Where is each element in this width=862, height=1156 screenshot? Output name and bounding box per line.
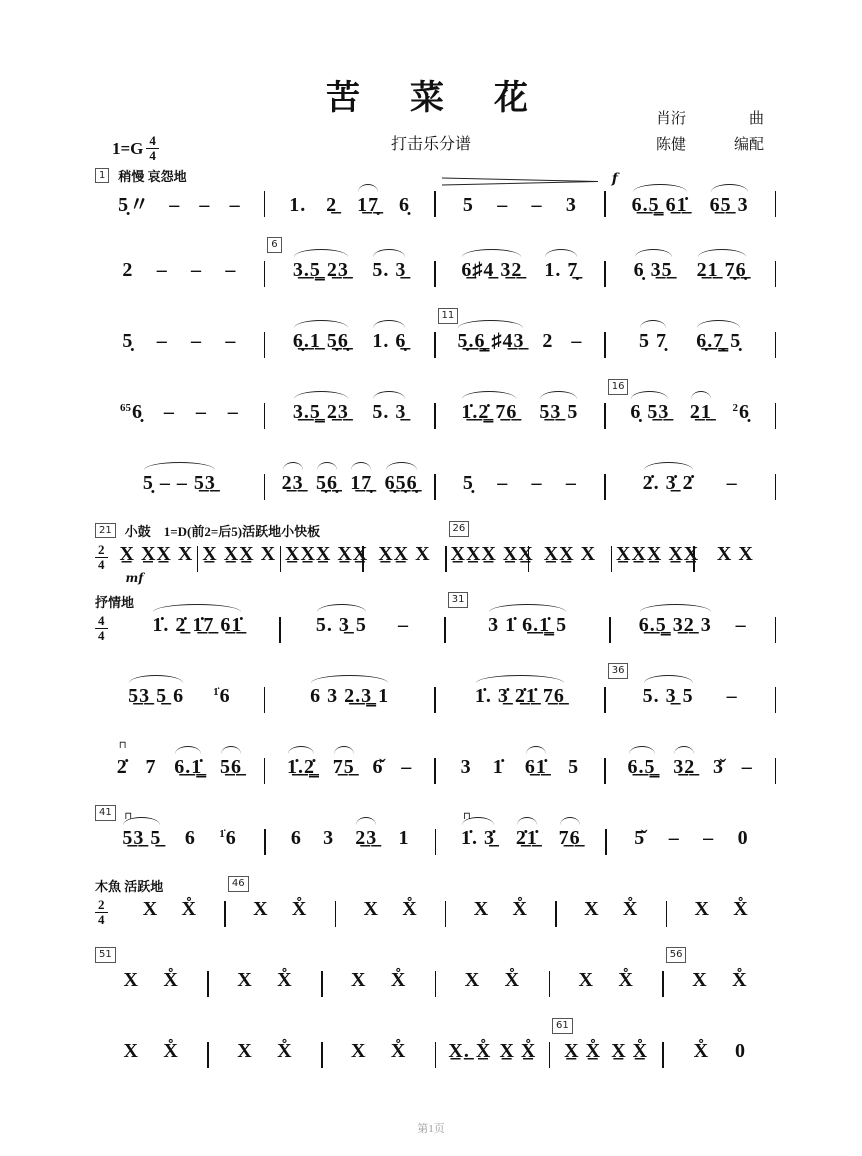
note-group: 6̲1̲̇ <box>524 756 547 778</box>
measure <box>447 523 534 566</box>
note-group: X <box>237 969 253 991</box>
page-number: 第1页 <box>417 1123 445 1135</box>
measure <box>550 1020 662 1063</box>
arranger-credit <box>656 132 764 158</box>
note-group: 5̲6̲ <box>220 756 242 778</box>
note-group: – <box>726 685 738 707</box>
note-group: 1. <box>289 194 307 216</box>
note-group: 6̲.̲1̳̇ <box>174 756 203 778</box>
note-group: 3 <box>565 194 577 216</box>
note-group: X̲X̲ X <box>543 543 597 565</box>
decrescendo-hairpin <box>442 177 599 186</box>
note-group: 6̲̣5̲̣6̲̣ <box>384 472 418 494</box>
system-5 <box>95 450 776 521</box>
system-9 <box>95 734 776 805</box>
note-group: 5̣ <box>462 472 474 494</box>
measure-number-marker: 21 <box>95 523 116 539</box>
barline <box>775 332 777 358</box>
note-group: 6̣ <box>399 194 410 216</box>
note-group: X X <box>716 543 754 565</box>
measure <box>436 194 605 217</box>
note-group: X̲ X̲̊ <box>611 1040 649 1062</box>
grace-note: 1̇ <box>213 686 219 698</box>
note-group: 5̣ <box>122 330 134 352</box>
note-group: X̲X̲X̲ X̲X̲ <box>285 543 369 565</box>
notation-line <box>95 310 776 358</box>
note-group: X <box>473 898 490 920</box>
measure <box>436 259 605 282</box>
note-group: X̊ <box>732 969 748 991</box>
note-group: X̊ <box>181 898 197 920</box>
note-group: X̊ <box>618 969 634 991</box>
system-label <box>95 592 134 611</box>
note-group: 2 <box>542 330 554 352</box>
barline <box>775 687 777 713</box>
note-group: 6 <box>184 827 196 849</box>
measure <box>95 401 264 424</box>
note-group: 6̣ 3̲5̲ <box>633 259 673 281</box>
note-group: X <box>584 898 600 920</box>
note-group: 3̲2̲ <box>673 756 696 778</box>
measure <box>664 1040 776 1063</box>
note-group: X <box>123 1040 139 1062</box>
measure <box>95 472 264 495</box>
measure <box>364 543 445 566</box>
tempo-expression-label: 小鼓 1=D(前2=后5)活跃地小快板 <box>124 524 321 539</box>
note-group: ⊓ 2̇ <box>116 740 128 778</box>
note-group: 5. 3̲ <box>372 259 407 281</box>
system-label <box>95 876 163 895</box>
measure <box>606 472 775 495</box>
note-group: ⊓ 5̲3̲ 5̲ <box>122 811 162 849</box>
measure <box>436 685 605 708</box>
grace-note: 2 <box>732 402 738 414</box>
note-group: $^2$6̣ <box>732 401 750 423</box>
note-group: 6̲.̲5̳ <box>627 756 656 778</box>
measure <box>116 898 225 921</box>
system-12 <box>95 947 776 1018</box>
note-group: – <box>225 259 237 281</box>
note-group: X̲ X̲̊ <box>499 1040 537 1062</box>
measure <box>209 1040 321 1063</box>
note-group: ⊓ 1̇. 3̲̇ <box>461 811 496 849</box>
note-group: 6 <box>290 827 302 849</box>
note-group: 5 7̣ <box>639 330 667 352</box>
measure-number-marker: 61 <box>552 1018 573 1034</box>
measure <box>116 614 280 637</box>
note-group: 1. 6̲̣ <box>372 330 407 352</box>
note-group: – <box>156 259 168 281</box>
note-group: – <box>199 194 211 216</box>
note-group: 5̲3̲ 5 <box>539 401 579 423</box>
measure <box>95 330 264 353</box>
note-group: X̊ <box>622 898 639 920</box>
note-group: 5̣ – – 5̲3̲ <box>142 472 216 494</box>
note-group: X̊ <box>504 969 521 991</box>
bow-marking: ⊓ <box>124 811 134 822</box>
note-group: X̊ <box>390 969 407 991</box>
note-group: – <box>726 472 738 494</box>
measure-number-marker: 31 <box>448 592 469 608</box>
system-8 <box>95 663 776 734</box>
measure-number-marker: 41 <box>95 805 116 821</box>
note-group: 6̲.̲5̳ 3̲2̲ 3 <box>638 614 712 636</box>
measure-number-marker: 16 <box>608 379 629 395</box>
note-group: X <box>464 969 481 991</box>
note-group: – <box>398 614 410 636</box>
note-group: X̊ <box>291 898 308 920</box>
measure <box>606 381 775 424</box>
measure <box>664 949 776 992</box>
note-group: 2̲1̲ <box>689 401 712 423</box>
system-label <box>95 521 320 540</box>
note-group: 1̲̇.̲2̳̇ 7̲6̲ <box>461 401 518 423</box>
note-group: 6 3 2̲.̲3̳ 1 <box>310 685 390 707</box>
note-group: 0 <box>735 1040 747 1062</box>
measure-number-marker: 1 <box>95 168 109 184</box>
note-group: – <box>401 756 413 778</box>
note-group: 7̲5̲ <box>332 756 355 778</box>
note-group: 7̲6̲ <box>558 827 581 849</box>
barline <box>775 474 777 500</box>
credits-block <box>656 106 764 159</box>
composer-credit <box>656 106 764 132</box>
note-group: 2̲1̲ 7̲̣6̲̣ <box>696 259 747 281</box>
note-group: 3 1̇ 6̲.̲1̳̇ 5 <box>488 614 568 636</box>
measure <box>606 665 775 708</box>
measure <box>612 543 700 566</box>
note-group: X <box>363 898 379 920</box>
system-1 <box>95 166 776 237</box>
measure <box>446 594 610 637</box>
measure <box>529 543 610 566</box>
measure <box>436 811 605 850</box>
note-group: X <box>692 969 708 991</box>
measure <box>336 898 445 921</box>
arranger-name: 陈健 <box>656 137 687 154</box>
note-group: X <box>350 1040 367 1062</box>
grace-note: 65 <box>119 402 131 414</box>
measure <box>265 239 434 282</box>
dynamic-marking: mf <box>125 571 144 585</box>
time-signature: 2 4 <box>95 898 108 928</box>
note-group: 1̲7̲̣ <box>350 472 373 494</box>
note-group: 2 <box>122 259 134 281</box>
measure <box>667 898 776 921</box>
note-group: 6̲̣.̲1̲ 5̲̣6̲̣ <box>292 330 349 352</box>
score-body <box>95 166 776 1089</box>
notation-line <box>95 1020 776 1068</box>
system-7 <box>95 592 776 663</box>
measure-number-marker: 6 <box>267 237 281 253</box>
measure <box>198 543 279 566</box>
note-group: X <box>578 969 594 991</box>
measure <box>265 330 434 353</box>
note-group: X̲X̲X̲ X̲X̲ <box>450 543 534 565</box>
note-group: – <box>229 194 241 216</box>
note-group: – <box>741 756 753 778</box>
measure-number-marker: 46 <box>228 876 249 892</box>
measure <box>116 543 197 585</box>
note-group: $^{65}$6̣ <box>119 401 143 423</box>
measure <box>436 1040 548 1063</box>
measure-number-marker: 36 <box>608 663 629 679</box>
note-group: X <box>237 1040 253 1062</box>
note-group: 5̌ <box>634 827 646 849</box>
system-10 <box>95 805 776 876</box>
barline <box>775 758 777 784</box>
measure <box>265 194 434 217</box>
note-group: X̊ <box>163 969 179 991</box>
note-group: X <box>142 898 159 920</box>
note-group: X̊ <box>693 1040 710 1062</box>
note-group: – <box>497 194 509 216</box>
note-group: X̲X̲X̲ X̲X̲ <box>616 543 700 565</box>
note-group: X̲X̲ X <box>378 543 431 565</box>
note-group: 6̲̣.̲7̳̣ 5̣ <box>696 330 742 352</box>
note-group: 5̲̣6̲̣ <box>315 472 338 494</box>
note-group: 1 <box>398 827 410 849</box>
system-11 <box>95 876 776 947</box>
note-group: 1̲̇.̲2̳̇ <box>287 756 315 778</box>
measure <box>436 401 605 424</box>
measure <box>606 259 775 282</box>
measure <box>446 898 555 921</box>
measure <box>557 898 666 921</box>
note-group: 7 <box>145 756 157 778</box>
note-group: 5. 3̲ <box>372 401 407 423</box>
tempo-expression-label: 抒情地 <box>95 595 135 610</box>
note-group: 1̇. 3̲̇ 2̲̇1̲̇ 7̲6̲ <box>474 685 565 707</box>
note-group: – <box>497 472 509 494</box>
notation-line <box>95 239 776 287</box>
measure <box>436 756 605 779</box>
notation-line <box>95 665 776 713</box>
note-group: 3 <box>460 756 472 778</box>
measure <box>281 543 369 566</box>
composer-name: 肖洐 <box>656 111 687 127</box>
note-group: 5. 3̲ 5 <box>315 614 367 636</box>
note-group: 0 <box>737 827 749 849</box>
system-4 <box>95 379 776 450</box>
measure <box>95 685 264 708</box>
composer-role: 曲 <box>748 111 764 127</box>
note-group: 3̲.̲5̳ 2̲3̲ <box>292 401 349 423</box>
note-group: X̊ <box>390 1040 407 1062</box>
system-2 <box>95 237 776 308</box>
measure <box>611 614 775 637</box>
bow-marking: ⊓ <box>463 811 472 822</box>
system-13 <box>95 1018 776 1089</box>
tempo-expression-label: 木魚 活跃地 <box>95 879 164 894</box>
note-group: 5. 3̲ 5 <box>642 685 694 707</box>
piece-title: 苦 菜 花 <box>326 80 536 117</box>
time-signature: 4 4 <box>95 614 108 644</box>
note-group: 2̲3̲ <box>355 827 378 849</box>
measure-number-marker: 51 <box>95 947 116 963</box>
notation-line <box>95 740 776 784</box>
note-group: X̊ <box>277 1040 293 1062</box>
note-group: X̊ <box>163 1040 179 1062</box>
note-group: X̊ <box>733 898 749 920</box>
note-group: 5̲3̲ 5̲ 6 <box>128 685 185 707</box>
note-group: – <box>225 330 237 352</box>
notation-line <box>95 381 776 429</box>
note-group: 1. 7̲̣ <box>544 259 579 281</box>
note-group: 6̣ 5̲3̲ <box>630 401 670 423</box>
measure <box>436 310 605 353</box>
note-group: – <box>703 827 715 849</box>
barline <box>775 403 777 429</box>
grace-note: 1̇ <box>219 828 225 840</box>
note-group: X̲ X̲X̲ X <box>202 543 277 565</box>
system-label <box>95 805 116 821</box>
measure <box>265 756 434 779</box>
note-group: – <box>191 330 203 352</box>
measure <box>436 969 548 992</box>
note-group: 3̌ <box>713 756 724 778</box>
measure <box>323 969 435 992</box>
note-group: 2̇. 3̲̇ 2̇ <box>642 472 694 494</box>
note-group: X <box>350 969 367 991</box>
note-group: 6̲♯4̲ 3̲2̲ <box>461 259 523 281</box>
measure <box>436 472 605 495</box>
note-group: X <box>123 969 139 991</box>
measure <box>606 756 775 779</box>
note-group: X̊ <box>512 898 528 920</box>
measure <box>281 614 445 637</box>
arranger-role: 编配 <box>733 137 764 154</box>
note-group: – <box>169 194 181 216</box>
note-group: 3̲.̲5̳ 2̲3̲ <box>292 259 349 281</box>
measure <box>323 1040 435 1063</box>
note-group: – <box>195 401 207 423</box>
note-group: – <box>531 472 543 494</box>
note-group: 3 <box>323 827 335 849</box>
measure <box>606 171 775 217</box>
measure-number-marker: 56 <box>666 947 687 963</box>
system-label <box>95 947 116 963</box>
measure <box>95 259 264 282</box>
note-group: 1̲7̲̣ <box>357 194 380 216</box>
time-signature: 2 4 <box>95 543 108 573</box>
measure <box>209 969 321 992</box>
note-group: 5̣〃 <box>118 194 151 216</box>
note-group: – <box>191 259 203 281</box>
note-group: X̲ X̲X̲ X <box>119 543 194 565</box>
measure <box>95 1040 207 1063</box>
note-group: 2̲3̲ <box>281 472 304 494</box>
note-group: 6̲.̲5̳ 6̲1̲̇ <box>631 194 688 216</box>
measure <box>226 878 335 921</box>
note-group: X <box>253 898 269 920</box>
note-group: $^{1̇}$6 <box>219 827 237 849</box>
note-group: 1̇. 2̲̇ 1̲̇7̲ 6̲1̲̇ <box>152 614 243 636</box>
note-group: 5 <box>568 756 580 778</box>
piece-subtitle: 打击乐分谱 <box>390 136 471 153</box>
meter-signature: 4 4 <box>146 134 159 164</box>
note-group: X <box>694 898 710 920</box>
measure <box>550 969 662 992</box>
note-group: 5̲̣.̲6̳̣ ♯4̲3̲ <box>457 330 525 352</box>
measure-number-marker: 26 <box>449 521 470 537</box>
note-group: 5 <box>462 194 474 216</box>
note-group: X̊ <box>402 898 418 920</box>
note-group: $^{1̇}$6 <box>213 685 231 707</box>
measure <box>607 827 776 850</box>
measure <box>265 401 434 424</box>
measure <box>695 543 776 566</box>
system-label <box>95 166 187 185</box>
system-3 <box>95 308 776 379</box>
measure <box>606 330 775 353</box>
tempo-expression-label: 稍慢 哀怨地 <box>118 169 187 184</box>
key-signature <box>112 134 167 164</box>
note-group: – <box>735 614 747 636</box>
note-group: 2̲̇1̲̇ <box>515 827 538 849</box>
measure <box>265 685 434 708</box>
note-group: – <box>668 827 680 849</box>
note-group: X̊ <box>277 969 293 991</box>
note-group: – <box>163 401 175 423</box>
note-group: – <box>156 330 168 352</box>
measure <box>265 472 434 495</box>
note-group: 1̇ <box>492 756 504 778</box>
key-label: 1=G <box>112 138 144 158</box>
system-6 <box>95 521 776 592</box>
note-group: X̲ X̲̊ <box>564 1040 602 1062</box>
notation-line <box>95 472 776 500</box>
note-group: – <box>531 194 543 216</box>
barline <box>775 261 777 287</box>
note-group: – <box>227 401 239 423</box>
note-group: X̲.̲ X̲̊ <box>448 1040 492 1062</box>
measure <box>95 740 264 779</box>
dynamic-marking: f <box>611 171 618 187</box>
barline <box>775 617 777 643</box>
barline <box>775 191 777 217</box>
note-group: 2̲ <box>326 194 338 216</box>
note-group: – <box>571 330 583 352</box>
note-group: 6̌ <box>372 756 384 778</box>
measure <box>266 827 435 850</box>
note-group: – <box>565 472 577 494</box>
note-group: 6̲5̲ 3 <box>709 194 749 216</box>
measure-number-marker: 11 <box>438 308 459 324</box>
bow-marking: ⊓ <box>118 740 128 751</box>
measure <box>95 188 264 217</box>
measure <box>95 969 207 992</box>
